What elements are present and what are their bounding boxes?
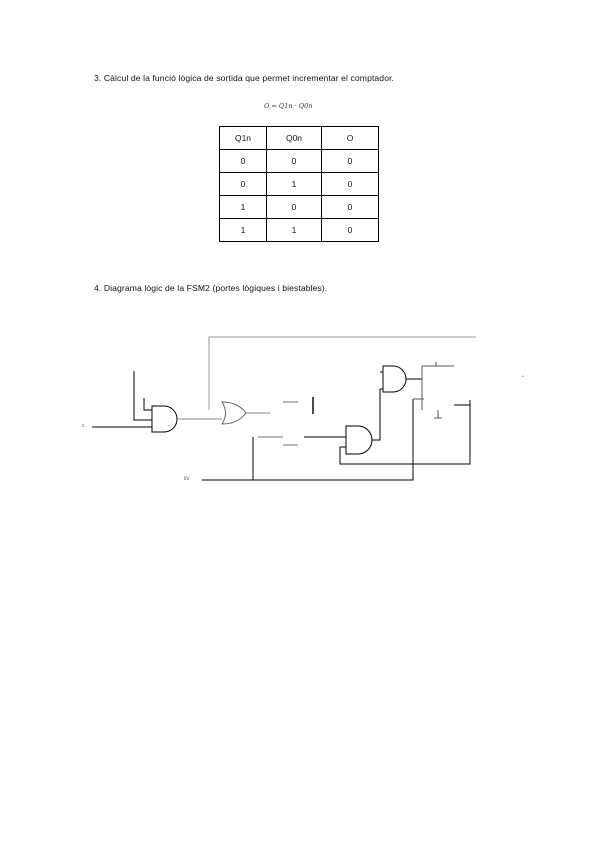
and-gate-1 — [152, 406, 177, 432]
table-cell: 0 — [322, 150, 379, 173]
and2-output-wire — [372, 389, 380, 440]
bottom-input-wire — [202, 399, 413, 480]
feedback-wire-top — [209, 337, 476, 410]
table-cell: 0 — [220, 173, 267, 196]
header-q1n: Q1n — [220, 127, 267, 150]
section-3-heading: 3. Càlcul de la funció lògica de sortida que permet incrementar el comptador. — [94, 73, 395, 83]
table-cell: 1 — [220, 219, 267, 242]
table-cell: 0 — [322, 196, 379, 219]
or-gate — [222, 402, 246, 424]
input-label-c: c — [82, 423, 85, 429]
input-label-ls: l/s — [184, 476, 189, 482]
input-wire-a — [134, 371, 152, 420]
table-cell: 0 — [220, 150, 267, 173]
and-gate-2 — [346, 426, 372, 454]
table-cell: 1 — [267, 173, 322, 196]
table-cell: 0 — [322, 173, 379, 196]
table-cell: 0 — [322, 219, 379, 242]
input-wire-b — [144, 398, 152, 410]
and-gate-3 — [383, 366, 406, 392]
table-cell: 1 — [220, 196, 267, 219]
table-cell: 1 — [267, 219, 322, 242]
section-4-heading: 4. Diagrama lògic de la FSM2 (portes lògiques i biestables). — [94, 283, 328, 293]
output-marker: • — [522, 374, 524, 380]
flip-flop-2 — [422, 366, 454, 410]
table-cell: 0 — [267, 196, 322, 219]
output-formula: O = Q1n · Q0n — [264, 102, 313, 110]
header-o: O — [322, 127, 379, 150]
ff2-ground — [434, 410, 442, 418]
table-cell: 0 — [267, 150, 322, 173]
header-q0n: Q0n — [267, 127, 322, 150]
